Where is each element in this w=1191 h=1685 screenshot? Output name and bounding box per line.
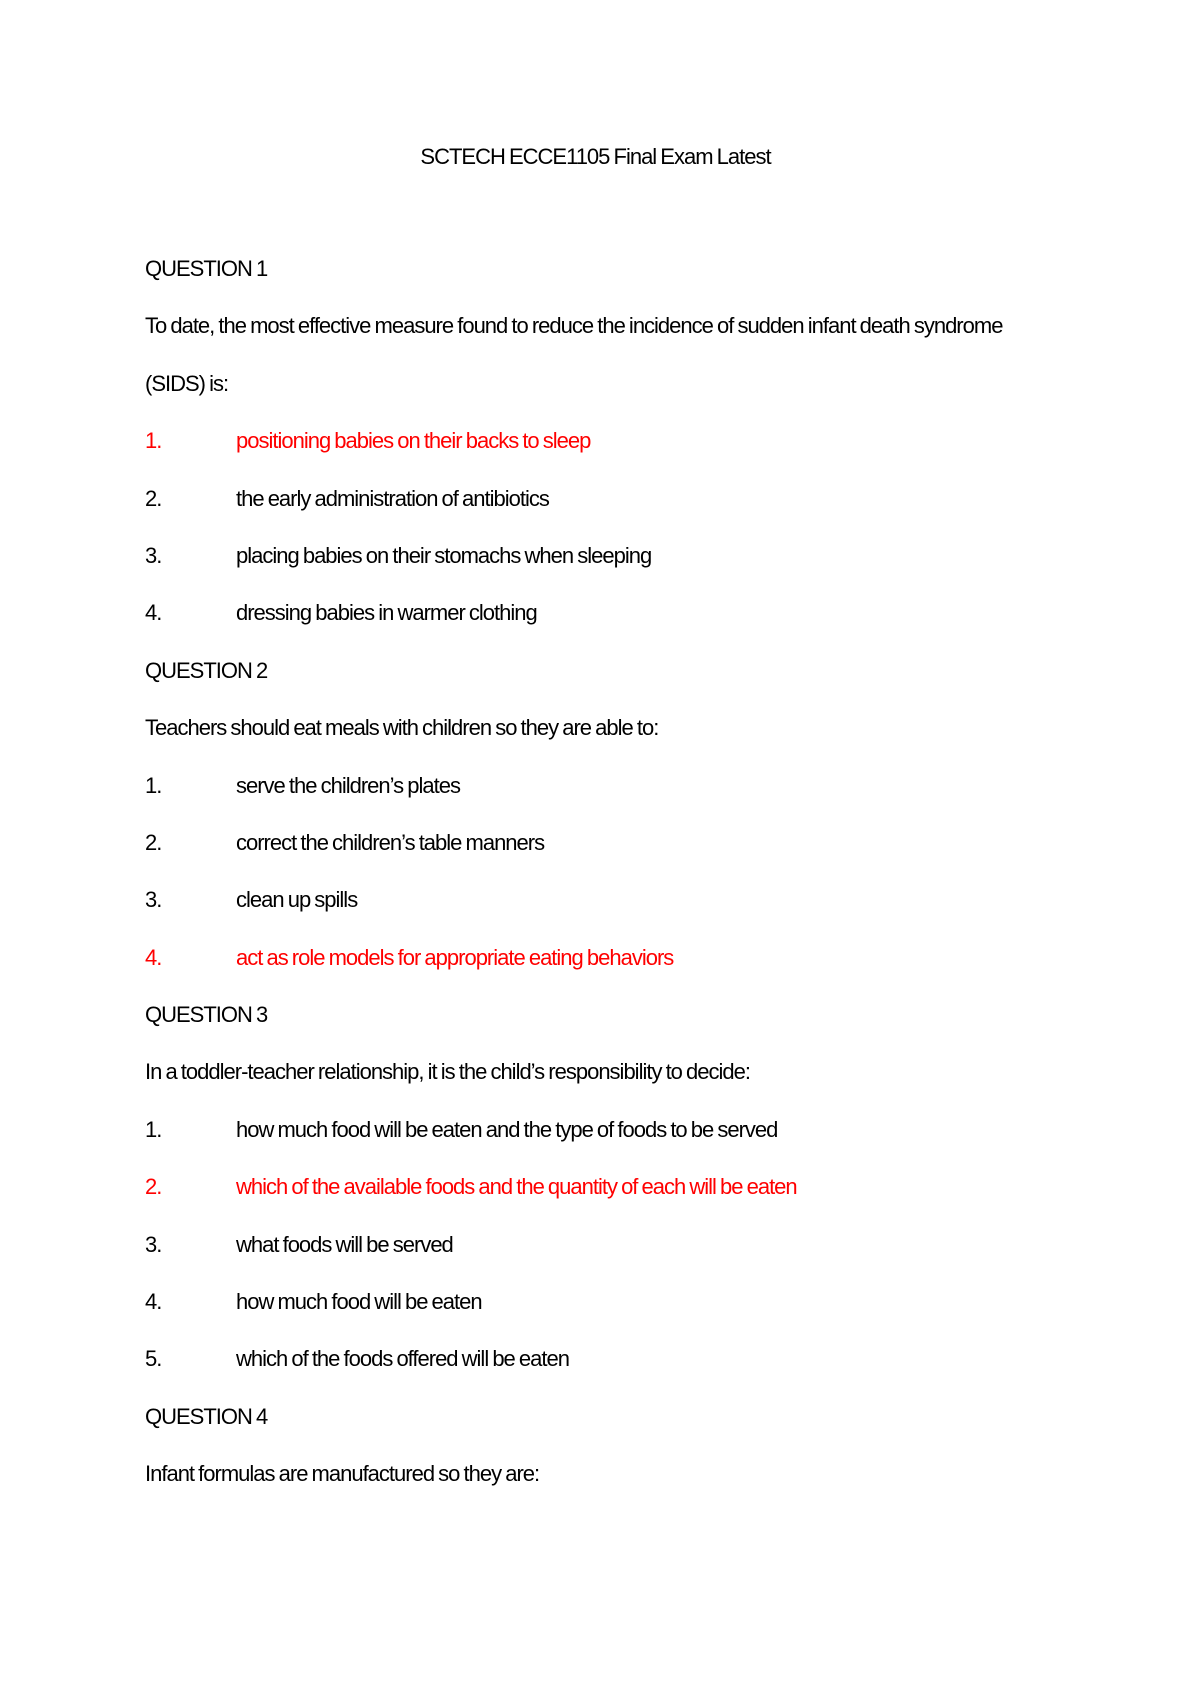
option-text: positioning babies on their backs to sleep [236, 428, 591, 454]
option-number: 1. [145, 1116, 162, 1142]
option-number: 4. [145, 1289, 162, 1315]
option-text: act as role models for appropriate eating behaviors [236, 944, 674, 970]
answer-option [145, 470, 1105, 527]
answer-option-correct [145, 412, 1105, 469]
option-text: placing babies on their stomachs when sleeping [236, 542, 652, 568]
answer-option [145, 1330, 1105, 1387]
option-number: 3. [145, 542, 162, 568]
question-stem: In a toddler-teacher relationship, it is the child’s responsibility to decide: [145, 1059, 750, 1085]
answer-option [145, 584, 1105, 641]
question-stem: Teachers should eat meals with children so they are able to: [145, 715, 659, 741]
answer-option [145, 757, 1105, 814]
option-text: dressing babies in warmer clothing [236, 600, 537, 626]
question-heading: QUESTION 2 [145, 657, 268, 683]
option-number: 1. [145, 428, 162, 454]
answer-option-correct [145, 929, 1105, 986]
option-number: 2. [145, 829, 162, 855]
question-list [145, 240, 1105, 1503]
answer-option [145, 1101, 1105, 1158]
option-number: 2. [145, 1174, 162, 1200]
question-heading: QUESTION 4 [145, 1403, 268, 1429]
option-number: 3. [145, 887, 162, 913]
question-stem: (SIDS) is: [145, 370, 229, 396]
answer-option-correct [145, 1158, 1105, 1215]
option-text: serve the children’s plates [236, 772, 460, 798]
option-text: clean up spills [236, 887, 358, 913]
question-heading: QUESTION 1 [145, 256, 268, 281]
answer-option [145, 871, 1105, 928]
document-title: SCTECH ECCE1105 Final Exam Latest [420, 144, 771, 169]
question-heading: QUESTION 3 [145, 1002, 268, 1028]
option-text: the early administration of antibiotics [236, 485, 549, 511]
question-stem: Infant formulas are manufactured so they are: [145, 1461, 540, 1487]
question-stem: To date, the most effective measure found to reduce the incidence of sudden infant death syndrome [145, 313, 1003, 339]
option-text: how much food will be eaten [236, 1289, 482, 1315]
answer-option [145, 814, 1105, 871]
option-number: 5. [145, 1346, 162, 1372]
option-text: correct the children’s table manners [236, 829, 545, 855]
answer-option [145, 1273, 1105, 1330]
option-number: 4. [145, 600, 162, 626]
option-number: 1. [145, 772, 162, 798]
option-text: how much food will be eaten and the type of foods to be served [236, 1116, 778, 1142]
option-text: what foods will be served [236, 1231, 453, 1257]
answer-option [145, 527, 1105, 584]
option-text: which of the available foods and the quantity of each will be eaten [236, 1174, 797, 1200]
option-number: 4. [145, 944, 162, 970]
option-number: 3. [145, 1231, 162, 1257]
option-text: which of the foods offered will be eaten [236, 1346, 569, 1372]
answer-option [145, 1216, 1105, 1273]
option-number: 2. [145, 485, 162, 511]
